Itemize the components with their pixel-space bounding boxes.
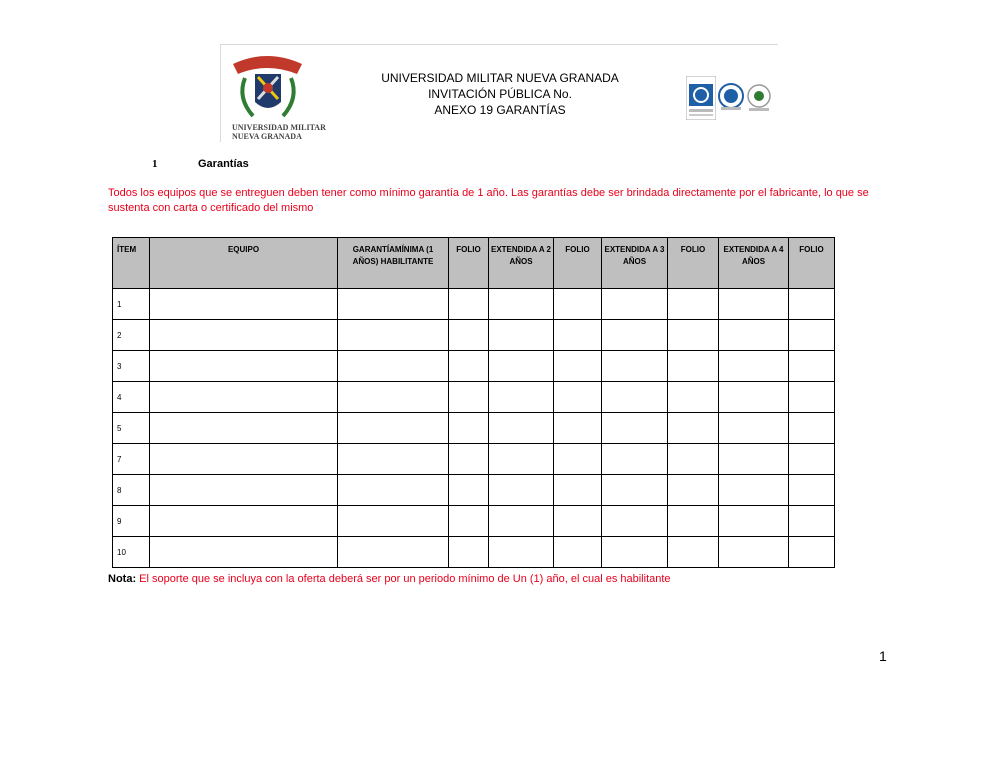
table-cell <box>719 289 789 320</box>
row-item-number: 5 <box>113 413 150 444</box>
table-cell <box>449 475 489 506</box>
header-rule <box>220 44 778 45</box>
table-cell <box>489 320 554 351</box>
col-equipo: EQUIPO <box>150 238 338 289</box>
header-rule-vertical <box>220 44 221 142</box>
table-row <box>113 475 835 506</box>
row-item-number: 2 <box>113 320 150 351</box>
col-folio: FOLIO <box>449 238 489 289</box>
warranty-table <box>112 237 835 568</box>
table-cell <box>338 413 449 444</box>
col-folio: FOLIO <box>789 238 835 289</box>
table-cell <box>554 537 602 568</box>
row-item-number: 9 <box>113 506 150 537</box>
table-cell <box>489 351 554 382</box>
table-cell <box>150 382 338 413</box>
table-cell <box>668 413 719 444</box>
table-cell <box>719 351 789 382</box>
row-item-number: 10 <box>113 537 150 568</box>
table-cell <box>489 413 554 444</box>
table-cell <box>789 413 835 444</box>
col-garantia-minima: GARANTÍAMÍNIMA (1 AÑOS) HABILITANTE <box>338 238 449 289</box>
colombia-seal-icon <box>746 84 772 112</box>
table-cell <box>554 382 602 413</box>
table-cell <box>602 506 668 537</box>
title-invitation: INVITACIÓN PÚBLICA No. <box>428 87 572 101</box>
table-cell <box>489 289 554 320</box>
col-folio: FOLIO <box>668 238 719 289</box>
title-annex: ANEXO 19 GARANTÍAS <box>434 103 566 117</box>
col-extendida-4: EXTENDIDA A 4 AÑOS <box>719 238 789 289</box>
table-cell <box>338 475 449 506</box>
table-row <box>113 289 835 320</box>
row-item-number: 1 <box>113 289 150 320</box>
table-cell <box>338 382 449 413</box>
table-cell <box>789 382 835 413</box>
table-cell <box>150 289 338 320</box>
table-cell <box>602 320 668 351</box>
table-cell <box>668 382 719 413</box>
table-cell <box>338 444 449 475</box>
col-folio: FOLIO <box>554 238 602 289</box>
table-cell <box>719 506 789 537</box>
table-cell <box>602 382 668 413</box>
col-extendida-2: EXTENDIDA A 2 AÑOS <box>489 238 554 289</box>
table-cell <box>602 351 668 382</box>
table-cell <box>449 413 489 444</box>
note-label: Nota: <box>108 573 137 585</box>
row-item-number: 8 <box>113 475 150 506</box>
table-cell <box>789 506 835 537</box>
table-cell <box>150 444 338 475</box>
table-cell <box>789 351 835 382</box>
table-row <box>113 382 835 413</box>
table-cell <box>554 289 602 320</box>
table-cell <box>602 413 668 444</box>
table-cell <box>489 382 554 413</box>
row-item-number: 7 <box>113 444 150 475</box>
table-cell <box>554 506 602 537</box>
table-cell <box>602 537 668 568</box>
page-number: 1 <box>879 648 887 664</box>
table-row <box>113 413 835 444</box>
table-cell <box>719 382 789 413</box>
section-title: Garantías <box>198 158 249 170</box>
table-cell <box>449 382 489 413</box>
logo-text: UNIVERSIDAD MILITAR NUEVA GRANADA <box>232 123 326 141</box>
table-cell <box>789 289 835 320</box>
table-cell <box>668 475 719 506</box>
table-cell <box>338 320 449 351</box>
table-cell <box>338 289 449 320</box>
table-cell <box>719 320 789 351</box>
table-cell <box>668 351 719 382</box>
table-cell <box>789 537 835 568</box>
table-cell <box>719 537 789 568</box>
table-cell <box>489 444 554 475</box>
table-cell <box>668 289 719 320</box>
table-row <box>113 537 835 568</box>
table-cell <box>338 351 449 382</box>
table-cell <box>338 506 449 537</box>
document-title <box>360 70 640 118</box>
table-cell <box>150 351 338 382</box>
note-text: El soporte que se incluya con la oferta deberá ser por un periodo mínimo de Un (1) año, el cual es habilitante <box>139 573 671 585</box>
table-row <box>113 320 835 351</box>
table-cell <box>602 475 668 506</box>
table-cell <box>489 475 554 506</box>
table-row <box>113 506 835 537</box>
table-cell <box>668 537 719 568</box>
table-cell <box>602 444 668 475</box>
table-cell <box>719 444 789 475</box>
table-cell <box>150 413 338 444</box>
icontec-certification-icon <box>686 76 716 120</box>
table-cell <box>719 413 789 444</box>
warranty-requirement-text: Todos los equipos que se entreguen deben tener como mínimo garantía de 1 año. Las garantías debe ser brindada directamente por el fabricante, lo que se sustenta con carta o certificado del mismo <box>108 187 869 214</box>
table-cell <box>668 320 719 351</box>
table-cell <box>789 475 835 506</box>
table-cell <box>449 506 489 537</box>
table-cell <box>554 475 602 506</box>
table-cell <box>449 289 489 320</box>
table-header-row <box>113 238 835 289</box>
table-cell <box>489 506 554 537</box>
section-heading <box>152 158 249 170</box>
table-row <box>113 351 835 382</box>
table-cell <box>150 537 338 568</box>
table-cell <box>449 351 489 382</box>
row-item-number: 4 <box>113 382 150 413</box>
table-cell <box>668 444 719 475</box>
table-cell <box>338 537 449 568</box>
table-cell <box>449 320 489 351</box>
table-cell <box>554 320 602 351</box>
table-cell <box>719 475 789 506</box>
col-item: ÍTEM <box>113 238 150 289</box>
table-note <box>108 573 671 585</box>
table-cell <box>602 289 668 320</box>
row-item-number: 3 <box>113 351 150 382</box>
table-cell <box>449 537 489 568</box>
title-university: UNIVERSIDAD MILITAR NUEVA GRANADA <box>381 71 619 85</box>
table-cell <box>489 537 554 568</box>
table-cell <box>150 320 338 351</box>
table-cell <box>789 320 835 351</box>
table-row <box>113 444 835 475</box>
table-cell <box>668 506 719 537</box>
table-cell <box>150 506 338 537</box>
table-cell <box>449 444 489 475</box>
table-cell <box>789 444 835 475</box>
table-cell <box>150 475 338 506</box>
table-cell <box>554 444 602 475</box>
table-cell <box>554 351 602 382</box>
section-number: 1 <box>152 158 158 170</box>
col-extendida-3: EXTENDIDA A 3 AÑOS <box>602 238 668 289</box>
table-cell <box>554 413 602 444</box>
iqnet-seal-icon <box>718 83 744 111</box>
